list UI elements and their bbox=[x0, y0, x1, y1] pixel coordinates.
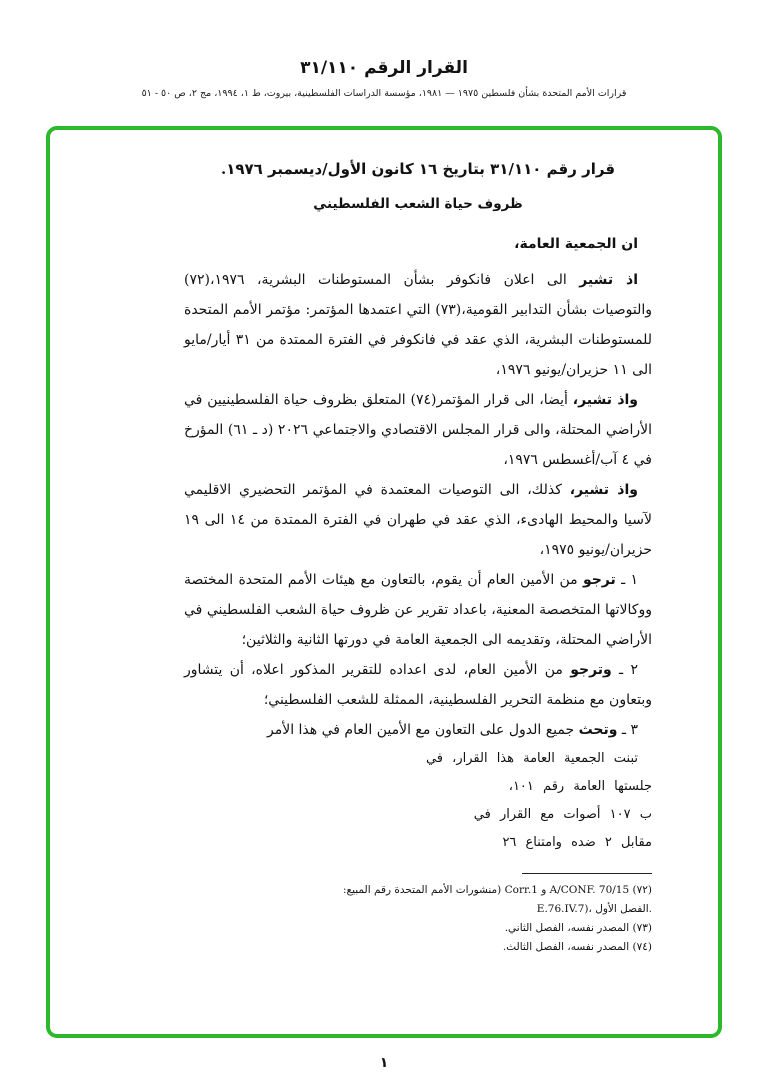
paragraph-text: أيضا، الى قرار المؤتمر(٧٤) المتعلق بظروف حياة الفلسطينيين في الأراضي المحتلة، والى قرار المجلس الاقتصادي والاجتماعي ٢٠٢٦ (د ـ ٦١) المؤرخ في ٤ آب/أغسطس ١٩٧٦، bbox=[184, 392, 653, 468]
paragraph-text: الى اعلان فانكوفر بشأن المستوطنات البشرية، ١٩٧٦،(٧٢) والتوصيات بشأن التدابير القومية،(٧٣) التي اعتمدها المؤتمر: مؤتمر الأمم المتحدة للمستوطنات البشرية، الذي عقد في فانكوفر في الفترة الممتدة من ٣١ أيار/مايو الى ١١ حزيران/يونيو ١٩٧٦، bbox=[184, 272, 653, 378]
paragraph-number: ١ ـ bbox=[615, 572, 638, 588]
footnote-line-74: (٧٤) المصدر نفسه، الفصل الثالث. bbox=[502, 941, 652, 953]
resolution-title: قرار رقم ٣١/١١٠ بتاريخ ١٦ كانون الأول/ديسمبر ١٩٧٦. bbox=[220, 160, 616, 178]
adoption-line: جلستها العامة رقم ١٠١، bbox=[508, 779, 652, 794]
paragraph-lead: واذ تشير، bbox=[569, 482, 638, 498]
paragraph-lead: وترجو bbox=[570, 662, 612, 678]
paragraph-number: ٢ ـ bbox=[611, 662, 638, 678]
header-source-citation: قرارات الأمم المتحدة بشأن فلسطين ١٩٧٥ — ١٩٨١، مؤسسة الدراسات الفلسطينية، بيروت، ط ١، ١٩٩٤، مج ٢، ص ٥٠ - ٥١ bbox=[141, 88, 627, 99]
adoption-line: مقابل ٢ ضده وامتناع ٢٦ bbox=[502, 835, 652, 850]
paragraph-lead: واذ تشير، bbox=[572, 392, 639, 408]
paragraph-lead: اذ تشير bbox=[579, 272, 638, 288]
resolution-subtitle: ظروف حياة الشعب الفلسطيني bbox=[313, 196, 523, 212]
paragraph-lead: ترجو bbox=[582, 572, 616, 588]
operative-paragraph-1 bbox=[184, 565, 652, 655]
resolution-body bbox=[184, 156, 652, 957]
operative-paragraph-2 bbox=[184, 655, 652, 715]
opening-line: ان الجمعية العامة، bbox=[514, 236, 638, 252]
footnote-line-72: (٧٢) A/CONF. 70/15 و Corr.1 (منشورات الأمم المتحدة رقم المبيع: bbox=[342, 884, 652, 896]
paragraph-number: ٣ ـ bbox=[617, 722, 638, 738]
highlight-frame bbox=[46, 126, 722, 1038]
adoption-line: ب ١٠٧ أصوات مع القرار في bbox=[473, 807, 652, 822]
page-number: ١ bbox=[379, 1055, 389, 1071]
paragraph-text: كذلك، الى التوصيات المعتمدة في المؤتمر التحضيري الاقليمي لآسيا والمحيط الهادىء، الذي عقد في طهران في الفترة الممتدة من ١٤ الى ١٩ حزيران/يونيو ١٩٧٥، bbox=[184, 482, 652, 558]
paragraph-text: من الأمين العام، لدى اعداده للتقرير المذكور اعلاه، أن يتشاور وبتعاون مع منظمة التحرير الفلسطينية، الممثلة للشعب الفلسطيني؛ bbox=[184, 662, 652, 708]
footnote-line-73: (٧٣) المصدر نفسه، الفصل الثاني. bbox=[504, 922, 652, 934]
footnote-divider bbox=[522, 873, 652, 874]
paragraph-lead: وتحث bbox=[578, 722, 618, 738]
citation-header bbox=[0, 58, 768, 99]
footnotes-section bbox=[184, 873, 652, 957]
preambular-paragraph-1 bbox=[184, 265, 652, 385]
adoption-note bbox=[184, 745, 652, 857]
preambular-paragraph-3 bbox=[184, 475, 652, 565]
paragraph-text: جميع الدول على التعاون مع الأمين العام في هذا الأمر bbox=[266, 722, 579, 738]
paragraph-text: من الأمين العام أن يقوم، بالتعاون مع هيئات الأمم المتحدة المختصة ووكالاتها المتخصصة المعنية، باعداد تقرير عن ظروف حياة الشعب الفلسطيني في الأراضي المحتلة، وتقديمه الى الجمعية العامة في دورتها الثانية والثلاثين؛ bbox=[184, 572, 652, 648]
footnote-line-72-continued: E.76.IV.7)، الفصل الأول. bbox=[536, 903, 652, 915]
operative-paragraph-3 bbox=[184, 715, 652, 745]
adoption-line: تبنت الجمعية العامة هذا القرار، في bbox=[425, 751, 638, 766]
header-resolution-number: القرار الرقم ٣١/١١٠ bbox=[300, 58, 468, 78]
preambular-paragraph-2 bbox=[184, 385, 652, 475]
